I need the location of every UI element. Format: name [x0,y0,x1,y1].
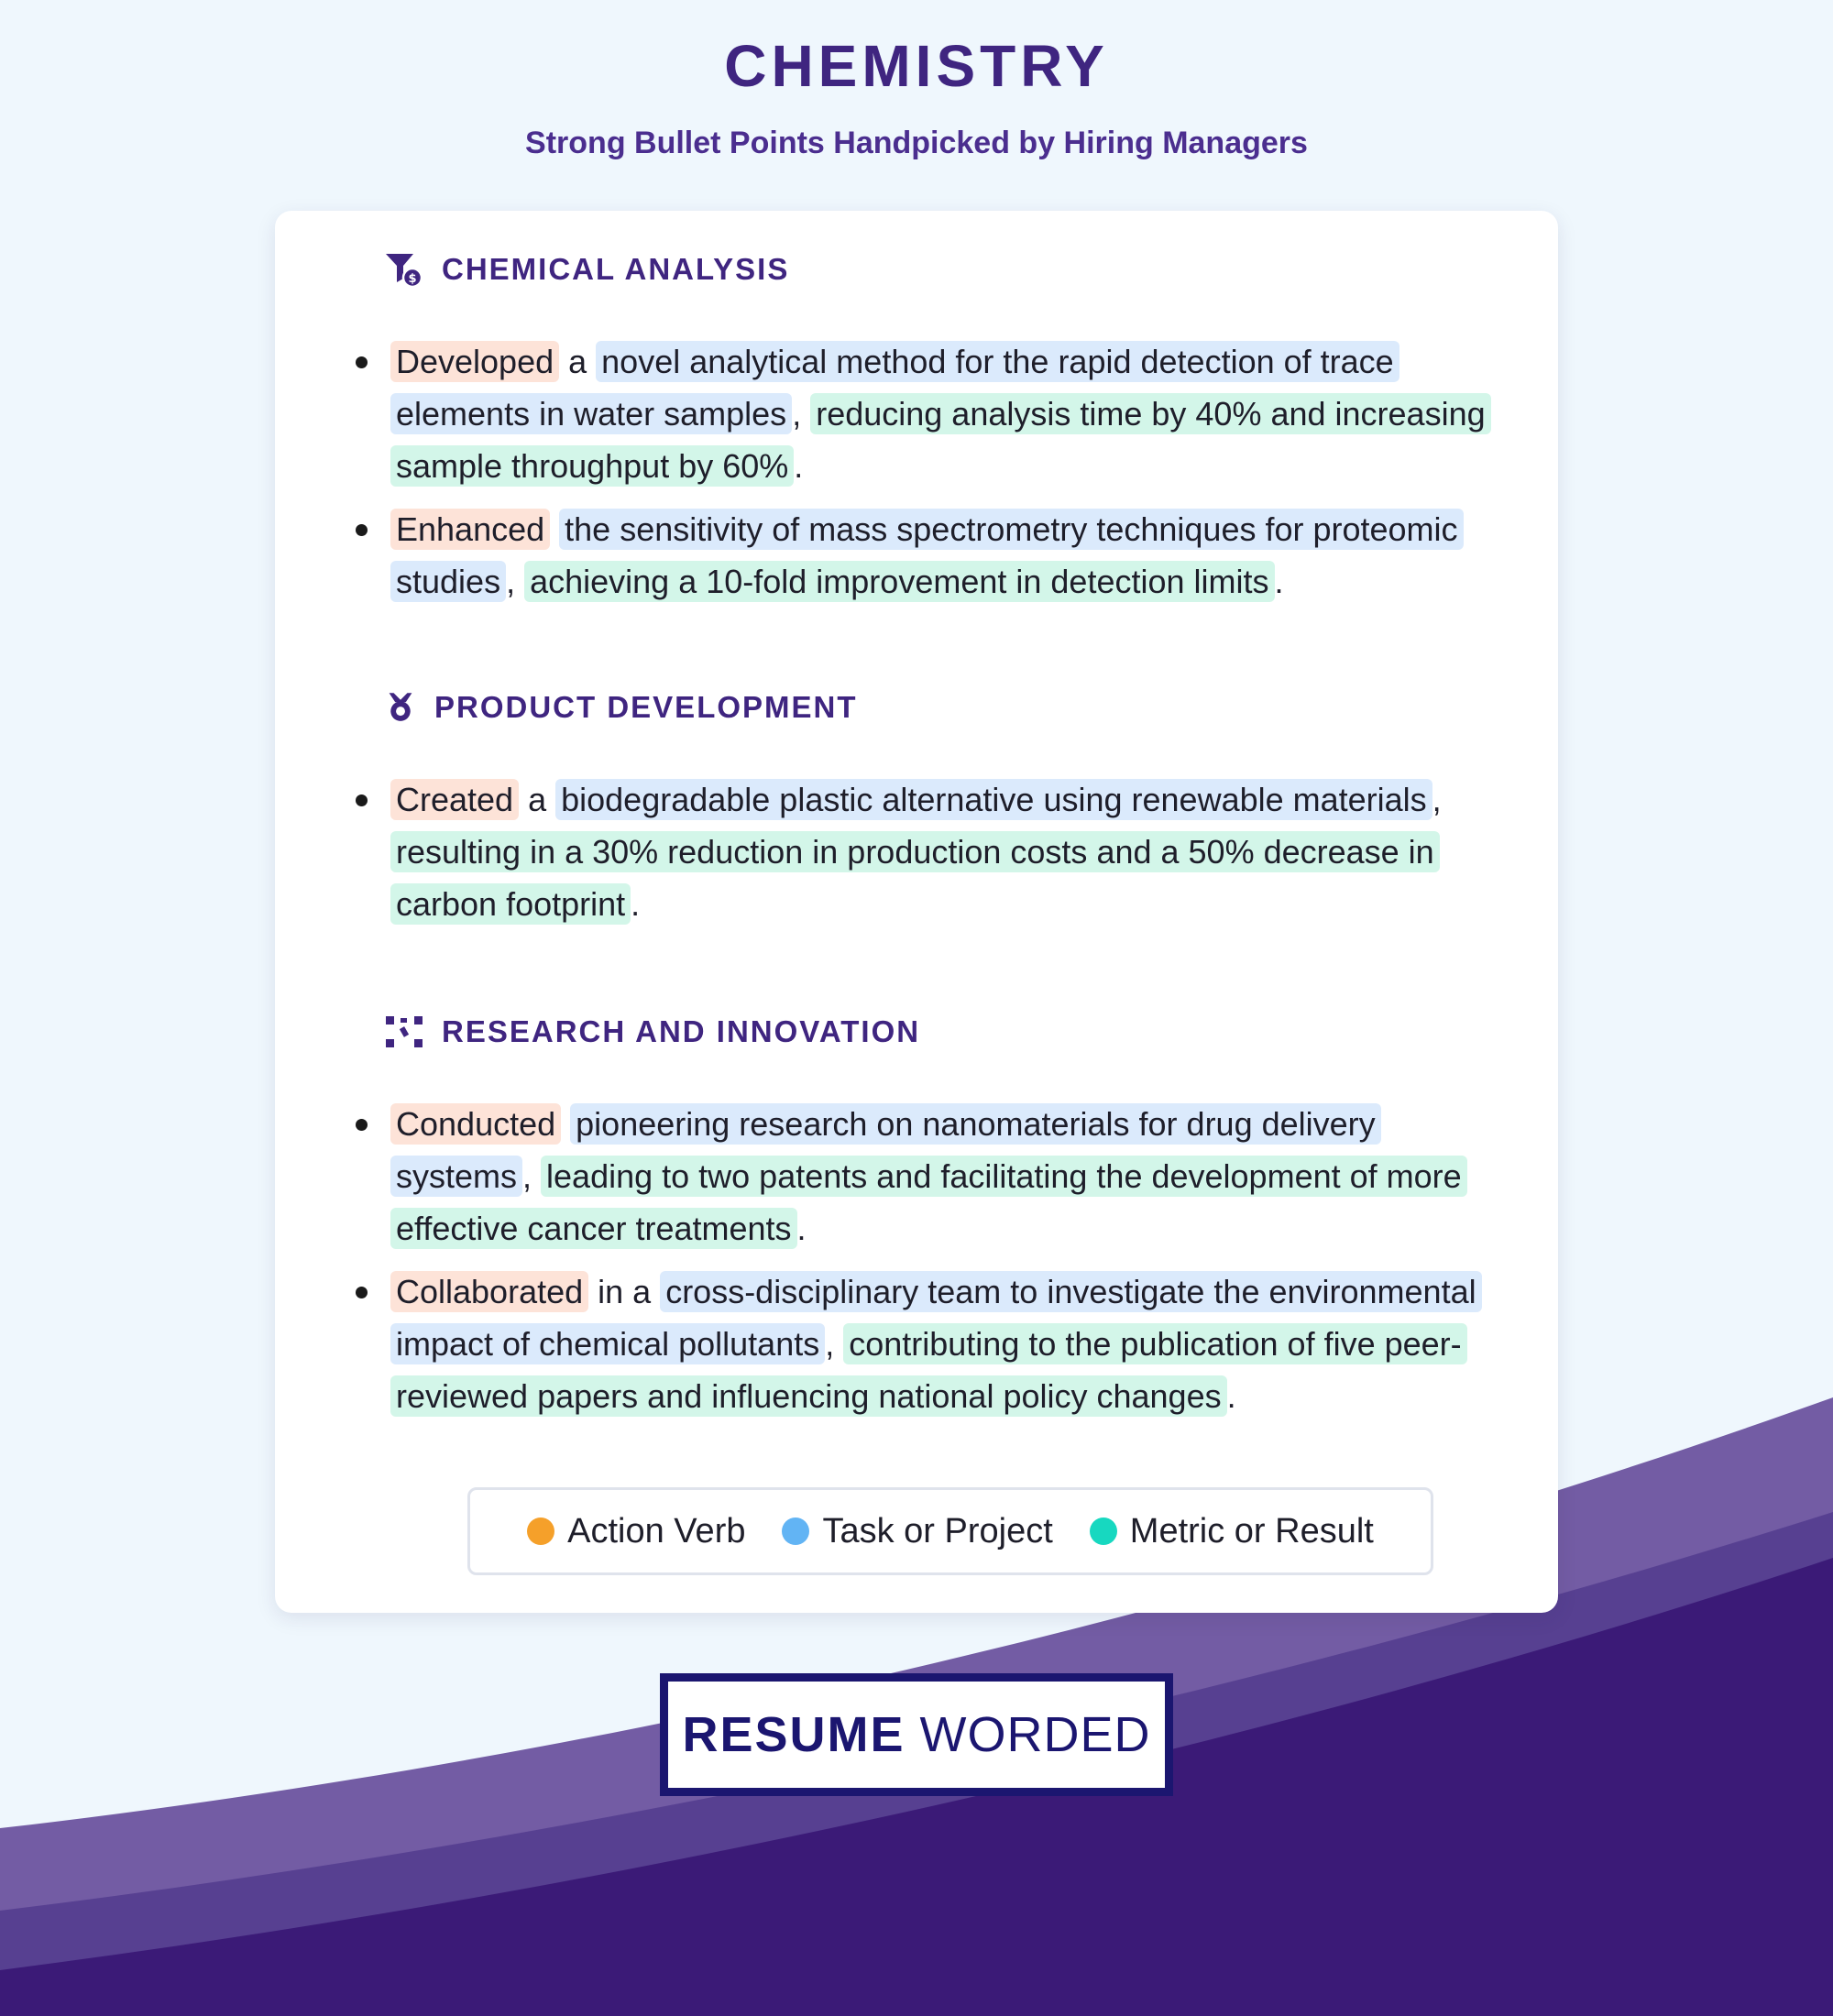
bullet-dot [356,794,368,806]
bullet-dot [356,1119,368,1131]
bullet-list [330,335,1503,608]
section-header [383,1004,1503,1059]
connector-text: , [506,563,525,600]
page-header [0,27,1833,161]
bullet-item [330,335,1503,492]
page-title: CHEMISTRY [724,33,1109,99]
connector-text: . [796,1210,807,1247]
legend-label: Task or Project [822,1511,1053,1550]
bullet-list [330,1098,1503,1422]
task-text: the sensitivity of mass spectrometry techniques for proteomic studies [390,509,1464,602]
section-chemical-analysis [330,242,1503,619]
connector-text: . [1274,563,1284,600]
connector-text: . [631,885,641,923]
connector-text [561,1105,570,1143]
action-verb: Developed [390,341,559,382]
svg-text:$: $ [408,272,417,286]
resume-worded-logo[interactable] [660,1673,1173,1796]
legend-dot-action-verb [527,1517,554,1545]
medal-icon [383,686,418,729]
task-text: biodegradable plastic alternative using renewable materials [555,779,1432,820]
legend-dot-metric-or-result [1090,1517,1117,1545]
bullet-item [330,1265,1503,1422]
legend-dot-task-or-project [782,1517,809,1545]
connector-text: in a [588,1273,661,1310]
task-text: novel analytical method for the rapid detection of trace elements in water samples [390,341,1399,434]
metric-text: contributing to the publication of five peer-reviewed papers and influencing national policy changes [390,1323,1467,1417]
bullet-list [330,773,1503,930]
metric-text: leading to two patents and facilitating the development of more effective cancer treatments [390,1156,1467,1249]
connector-text [550,510,559,548]
connector-text: , [825,1325,844,1363]
bullet-dot [356,1287,368,1298]
connector-text: a [559,343,597,380]
bullet-item [330,1098,1503,1255]
logo-light-text: WORDED [919,1707,1151,1762]
legend-label: Action Verb [567,1511,746,1550]
section-header [383,242,1503,297]
bullet-dot [356,356,368,368]
connector-text: , [792,395,811,433]
connector-text: . [794,447,804,485]
section-product-development [330,680,1503,941]
connector-text: , [1432,781,1442,818]
action-verb: Created [390,779,519,820]
filter-dollar-icon [383,248,425,290]
task-text: cross-disciplinary team to investigate the environmental impact of chemical pollutants [390,1271,1482,1364]
page-subtitle: Strong Bullet Points Handpicked by Hiring Managers [525,126,1308,160]
action-verb: Enhanced [390,509,550,550]
metric-text: resulting in a 30% reduction in production costs and a 50% decrease in carbon footprint [390,831,1440,925]
metric-text: reducing analysis time by 40% and increasing sample throughput by 60% [390,393,1491,487]
legend-item-task-or-project [782,1512,1052,1551]
legend-item-metric-or-result [1090,1512,1374,1551]
metric-text: achieving a 10-fold improvement in detection limits [524,561,1274,602]
section-research-and-innovation [330,1004,1503,1433]
section-title: CHEMICAL ANALYSIS [442,252,790,286]
color-legend [467,1487,1433,1575]
bullet-dot [356,524,368,536]
logo-bold-text: RESUME [682,1707,906,1762]
section-title: RESEARCH AND INNOVATION [442,1014,921,1048]
task-text: pioneering research on nanomaterials for drug delivery systems [390,1103,1381,1197]
section-header [383,680,1503,735]
connector-text: , [522,1157,542,1195]
legend-label: Metric or Result [1129,1511,1374,1550]
bullet-item [330,503,1503,608]
bullet-item [330,773,1503,930]
action-verb: Conducted [390,1103,561,1145]
connector-text: a [519,781,556,818]
legend-item-action-verb [527,1512,745,1551]
connector-text: . [1226,1377,1236,1415]
action-verb: Collaborated [390,1271,588,1312]
network-nodes-icon [383,1011,425,1053]
bullet-points-card [275,211,1558,1613]
section-title: PRODUCT DEVELOPMENT [434,690,858,724]
